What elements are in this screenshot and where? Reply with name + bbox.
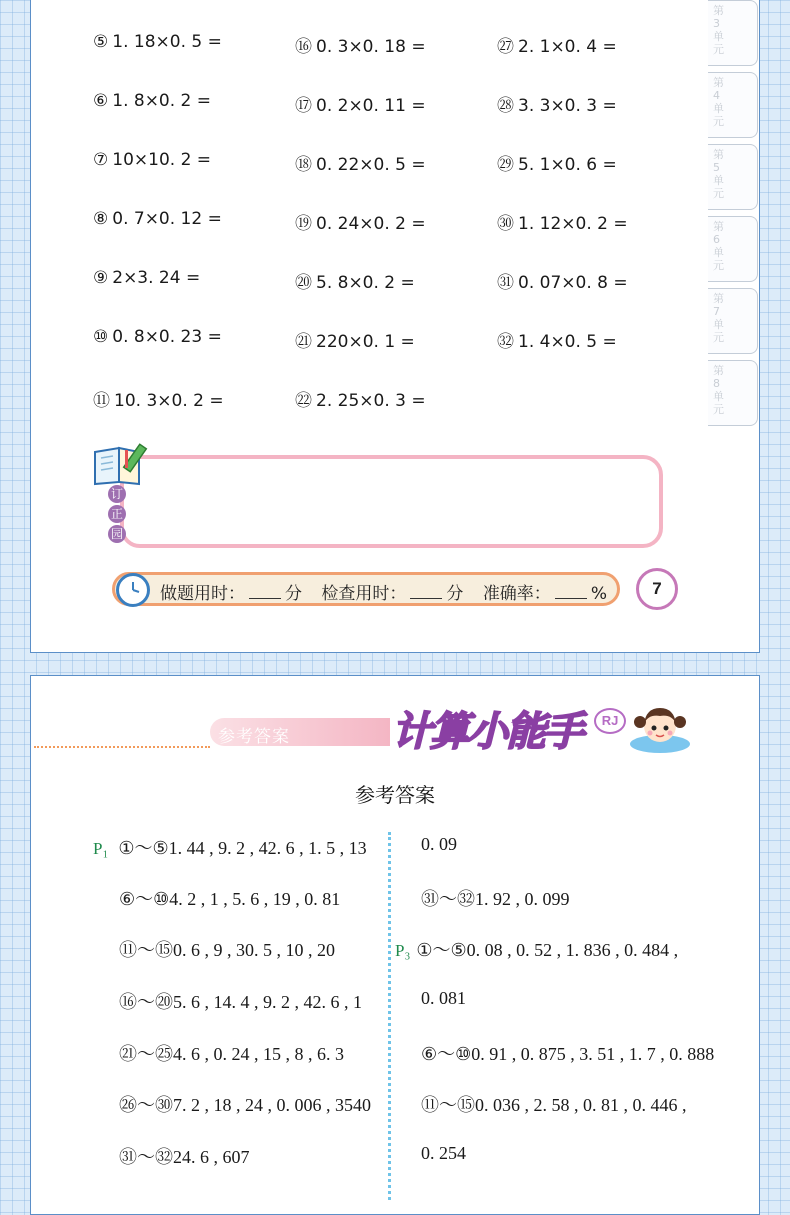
problem-number: ⑨ — [93, 268, 109, 288]
accuracy-blank[interactable] — [555, 584, 587, 599]
problem-number: ㉒ — [295, 391, 312, 411]
problem-expression: 220×0. 1 = — [316, 332, 415, 352]
problem-number: ㉜ — [497, 332, 514, 352]
problem — [497, 150, 617, 175]
answer-values: 0. 08 , 0. 52 , 1. 836 , 0. 484 , — [466, 940, 679, 960]
answer-line — [421, 1143, 466, 1164]
answer-line — [395, 936, 678, 962]
problem-number: ㉘ — [497, 96, 514, 116]
stopwatch-face-icon — [119, 576, 147, 604]
answer-line — [421, 1091, 687, 1117]
answer-values: 5. 6 , 14. 4 , 9. 2 , 42. 6 , 1 — [173, 992, 362, 1012]
problem-expression: 3. 3×0. 3 = — [518, 96, 617, 116]
answer-range: ①～⑤ — [416, 940, 467, 960]
problem-expression: 2×3. 24 = — [112, 268, 201, 288]
problem-number: ⑥ — [93, 91, 109, 111]
stopwatch-icon — [116, 573, 150, 607]
answer-values: 0. 09 — [421, 834, 457, 854]
answer-values: 0. 081 — [421, 988, 466, 1008]
rj-badge: RJ — [594, 708, 626, 734]
answer-banner-label: 参考答案 — [218, 727, 290, 747]
unit-tab-4[interactable] — [708, 72, 758, 138]
problem — [497, 91, 617, 116]
correction-char: 园 — [108, 525, 126, 543]
header-dotted-line — [34, 746, 210, 748]
problem-expression: 2. 25×0. 3 = — [316, 391, 426, 411]
problem — [93, 32, 222, 52]
answer-line — [421, 885, 570, 911]
problem-number: ㉗ — [497, 37, 514, 57]
problem-expression: 0. 3×0. 18 = — [316, 37, 426, 57]
answer-banner — [210, 718, 390, 746]
answer-values: 0. 036 , 2. 58 , 0. 81 , 0. 446 , — [475, 1095, 687, 1115]
answer-values: 1. 44 , 9. 2 , 42. 6 , 1. 5 , 13 — [168, 838, 367, 858]
problem-number: ㉑ — [295, 332, 312, 352]
problem-expression: 0. 7×0. 12 = — [112, 209, 222, 229]
problem-expression: 0. 8×0. 23 = — [112, 327, 222, 347]
unit-tab-8[interactable] — [708, 360, 758, 426]
answer-range: ⑪～⑮ — [119, 940, 173, 960]
problem-expression: 5. 1×0. 6 = — [518, 155, 617, 175]
check-time-label: 检查用时： — [321, 584, 407, 604]
answer-range: ⑯～⑳ — [119, 992, 173, 1012]
problem-expression: 0. 22×0. 5 = — [316, 155, 426, 175]
answer-range: ㉖～㉚ — [119, 1095, 173, 1115]
problem-expression: 10. 3×0. 2 = — [114, 391, 224, 411]
page-marker: P₁ — [93, 839, 109, 858]
unit-tab-7[interactable] — [708, 288, 758, 354]
problem — [93, 209, 222, 229]
unit-tab-label: 第5单元 — [713, 148, 724, 200]
problem-expression: 5. 8×0. 2 = — [316, 273, 415, 293]
problem — [93, 268, 200, 288]
problem — [295, 32, 426, 57]
problem-number: ⑳ — [295, 273, 312, 293]
problem-number: ⑱ — [295, 155, 312, 175]
problem-number: ⑧ — [93, 209, 109, 229]
problem-number: ⑪ — [93, 391, 110, 411]
answer-range: ㉛～㉜ — [119, 1147, 173, 1167]
unit-tab-6[interactable] — [708, 216, 758, 282]
page-marker: P₃ — [395, 941, 411, 960]
answer-range: ⑥～⑩ — [119, 889, 170, 909]
answer-line — [119, 1143, 250, 1169]
problem — [295, 327, 415, 352]
book-pencil-icon — [93, 442, 151, 486]
correction-char: 正 — [108, 505, 126, 523]
mascot-girl-icon — [624, 698, 696, 756]
answer-range: ①～⑤ — [118, 838, 169, 858]
answer-line — [119, 885, 340, 911]
answer-line — [119, 936, 335, 962]
do-time-unit: 分 — [285, 584, 302, 604]
answer-values: 0. 91 , 0. 875 , 3. 51 , 1. 7 , 0. 888 — [471, 1044, 715, 1064]
problem-expression: 1. 18×0. 5 = — [112, 32, 222, 52]
problem — [497, 268, 628, 293]
problem-expression: 0. 2×0. 11 = — [316, 96, 426, 116]
unit-tab-5[interactable] — [708, 144, 758, 210]
problem-expression: 10×10. 2 = — [112, 150, 212, 170]
answer-range: ㉑～㉕ — [119, 1044, 173, 1064]
answer-values: 4. 2 , 1 , 5. 6 , 19 , 0. 81 — [169, 889, 341, 909]
answer-line — [421, 988, 466, 1009]
problem — [93, 150, 211, 170]
do-time-label: 做题用时： — [160, 584, 245, 604]
correction-label — [108, 485, 128, 545]
problem — [295, 91, 426, 116]
problem — [497, 209, 628, 234]
problem — [295, 268, 415, 293]
column-divider — [388, 832, 391, 1200]
timer-fields — [160, 579, 607, 604]
problem — [295, 386, 426, 411]
problem — [497, 327, 617, 352]
answer-line — [119, 1040, 344, 1066]
problem-number: ⑯ — [295, 37, 312, 57]
problem-number: ㉚ — [497, 214, 514, 234]
problem-number: ⑲ — [295, 214, 312, 234]
problem — [93, 386, 224, 411]
answer-range: ㉛～㉜ — [421, 889, 475, 909]
problem-expression: 1. 8×0. 2 = — [112, 91, 212, 111]
unit-tab-label: 第8单元 — [713, 364, 724, 416]
answer-values: 0. 6 , 9 , 30. 5 , 10 , 20 — [173, 940, 335, 960]
page-number: 7 — [636, 568, 678, 610]
correction-char: 订 — [108, 485, 126, 503]
answer-line — [119, 988, 362, 1014]
problem-number: ⑩ — [93, 327, 109, 347]
problem-expression: 0. 07×0. 8 = — [518, 273, 628, 293]
answer-range: ⑥～⑩ — [421, 1044, 472, 1064]
problem-number: ㉙ — [497, 155, 514, 175]
answer-values: 24. 6 , 607 — [173, 1147, 250, 1167]
unit-tab-3[interactable] — [708, 0, 758, 66]
answer-range: ⑪～⑮ — [421, 1095, 475, 1115]
problem — [93, 327, 222, 347]
problem-number: ㉛ — [497, 273, 514, 293]
problem-number: ⑰ — [295, 96, 312, 116]
answer-line — [421, 834, 457, 855]
problem-expression: 1. 12×0. 2 = — [518, 214, 628, 234]
problem-number: ⑤ — [93, 32, 109, 52]
problem-number: ⑦ — [93, 150, 109, 170]
answer-values: 1. 92 , 0. 099 — [475, 889, 570, 909]
answer-line — [93, 834, 367, 860]
unit-tab-label: 第3单元 — [713, 4, 724, 56]
problem — [93, 91, 211, 111]
unit-tab-label: 第7单元 — [713, 292, 724, 344]
answer-values: 0. 254 — [421, 1143, 466, 1163]
check-time-blank[interactable] — [410, 584, 442, 599]
answer-values: 7. 2 , 18 , 24 , 0. 006 , 3540 — [173, 1095, 371, 1115]
check-time-unit: 分 — [446, 584, 464, 604]
problem — [497, 32, 617, 57]
brand-logo: 计算小能手 — [392, 709, 582, 755]
unit-tab-label: 第6单元 — [713, 220, 724, 272]
do-time-blank[interactable] — [249, 584, 281, 599]
accuracy-label: 准确率： — [482, 584, 551, 604]
accuracy-percent: % — [590, 584, 607, 604]
answer-line — [421, 1040, 714, 1066]
problem — [295, 209, 426, 234]
answer-title: 参考答案 — [355, 783, 435, 807]
correction-area[interactable] — [120, 455, 663, 548]
problem — [295, 150, 426, 175]
problem-expression: 0. 24×0. 2 = — [316, 214, 426, 234]
problem-expression: 1. 4×0. 5 = — [518, 332, 617, 352]
unit-tab-label: 第4单元 — [713, 76, 724, 128]
answer-values: 4. 6 , 0. 24 , 15 , 8 , 6. 3 — [173, 1044, 344, 1064]
problem-expression: 2. 1×0. 4 = — [518, 37, 617, 57]
answer-line — [119, 1091, 371, 1117]
